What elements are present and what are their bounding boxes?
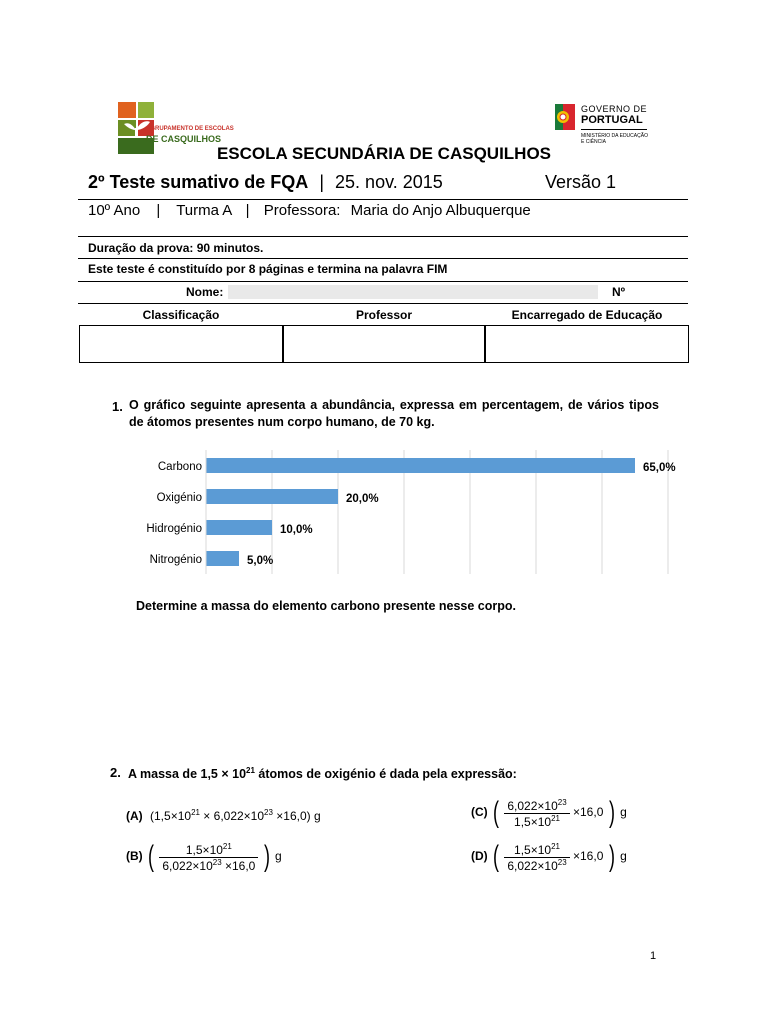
option-d-label: (D) [471, 849, 488, 864]
category-label: Nitrogénio [149, 554, 202, 566]
class-name: Turma A [176, 202, 232, 219]
q2-text-a: A massa de 1,5 × 10 [128, 767, 247, 782]
abundance-chart [140, 448, 680, 578]
bar-hidrogénio [206, 520, 272, 535]
option-d[interactable]: (D) ( $\frac{1,5\times 10^{21}}{6,022\times 10^{23}}$ ×16,0 ) g [471, 840, 627, 873]
logo-text-line1: AGRUPAMENTO DE ESCOLAS [146, 126, 234, 132]
option-c-multiplier: ×16,0 [573, 805, 604, 820]
duration-text: Duração da prova: 90 minutos. [88, 241, 264, 255]
question-1-text: O gráfico seguinte apresenta a abundância, expressa em percentagem, de vários tipos de átomos presentes num corpo humano, de 70 kg. [129, 398, 659, 429]
name-field[interactable] [228, 285, 598, 299]
option-d-unit: g [620, 849, 627, 864]
option-c-label: (C) [471, 805, 488, 820]
option-b-unit: g [275, 849, 282, 864]
test-title: 2º Teste sumativo de FQA [88, 172, 309, 192]
version: Versão 1 [545, 172, 617, 192]
teacher-cell[interactable] [283, 325, 485, 363]
question-1-task: Determine a massa do elemento carbono presente nesse corpo. [136, 599, 516, 613]
grade-cell[interactable] [79, 325, 283, 363]
category-label: Oxigénio [156, 492, 202, 504]
data-label: 65,0% [643, 462, 676, 474]
logo-text-line2: DE CASQUILHOS [146, 134, 222, 144]
q2-text-b: átomos de oxigénio é dada pela expressão: [254, 767, 517, 782]
gov-text-1: GOVERNO DE [581, 104, 648, 114]
guardian-cell[interactable] [485, 325, 689, 363]
option-a-label: (A) [126, 809, 143, 823]
bar-oxigénio [206, 489, 338, 504]
teacher-header: Professor [355, 308, 413, 322]
guardian-header: Encarregado de Educação [511, 308, 663, 322]
option-b-label: (B) [126, 849, 143, 864]
class-info-line [88, 202, 531, 219]
category-label: Carbono [157, 461, 202, 473]
data-label: 20,0% [346, 493, 379, 505]
separator: | [156, 202, 161, 219]
option-b-fraction: $\frac{1,5\times 10^{21}}{6,022\times 10^{23} \times 16,0}$ [159, 842, 258, 873]
gov-text-3: MINISTÉRIO DA EDUCAÇÃO [581, 133, 648, 139]
option-a[interactable] [126, 808, 321, 823]
option-d-multiplier: ×16,0 [573, 849, 604, 864]
option-c-fraction: $\frac{6,022\times 10^{23}}{1,5\times 10^{21}}$ [504, 798, 569, 829]
school-title: ESCOLA SECUNDÁRIA DE CASQUILHOS [216, 144, 552, 163]
gov-text-4: E CIÊNCIA [581, 139, 607, 145]
option-c-unit: g [620, 805, 627, 820]
bar-carbono [206, 458, 635, 473]
test-date: 25. nov. 2015 [335, 172, 443, 192]
year: 10º Ano [88, 202, 141, 219]
option-c[interactable]: (C) ( $\frac{6,022\times 10^{23}}{1,5\times 10^{21}}$ ×16,0 ) g [471, 796, 627, 829]
name-label: Nome: [186, 285, 224, 299]
category-label: Hidrogénio [146, 523, 202, 535]
number-label: Nº [612, 285, 626, 299]
option-a-expr: $(1,5\times 10^{21} \times 6,022\times 10^{23} \times 16,0)$ g [150, 808, 321, 823]
teacher-name: Maria do Anjo Albuquerque [350, 202, 531, 219]
data-label: 10,0% [280, 524, 313, 536]
q2-text-exp: 21 [246, 766, 255, 775]
separator: | [245, 202, 250, 219]
separator: | [319, 172, 325, 192]
question-2-text [128, 762, 517, 783]
grade-header: Classificação [142, 308, 220, 322]
page-number: 1 [650, 950, 657, 962]
bar-nitrogénio [206, 551, 239, 566]
option-b[interactable]: (B) ( $\frac{1,5\times 10^{21}}{6,022\times 10^{23} \times 16,0}$ ) g [126, 840, 282, 873]
option-d-fraction: $\frac{1,5\times 10^{21}}{6,022\times 10^{23}}$ [504, 842, 569, 873]
pages-text: Este teste é constituído por 8 páginas e termina na palavra FIM [88, 262, 448, 276]
test-title-line [88, 172, 443, 193]
gov-text-2: PORTUGAL [581, 114, 643, 126]
chart-svg [140, 448, 680, 578]
teacher-label: Professora: [263, 202, 341, 219]
data-label: 5,0% [247, 555, 274, 567]
question-1-number: 1. [112, 399, 123, 414]
question-2-number: 2. [110, 765, 121, 780]
